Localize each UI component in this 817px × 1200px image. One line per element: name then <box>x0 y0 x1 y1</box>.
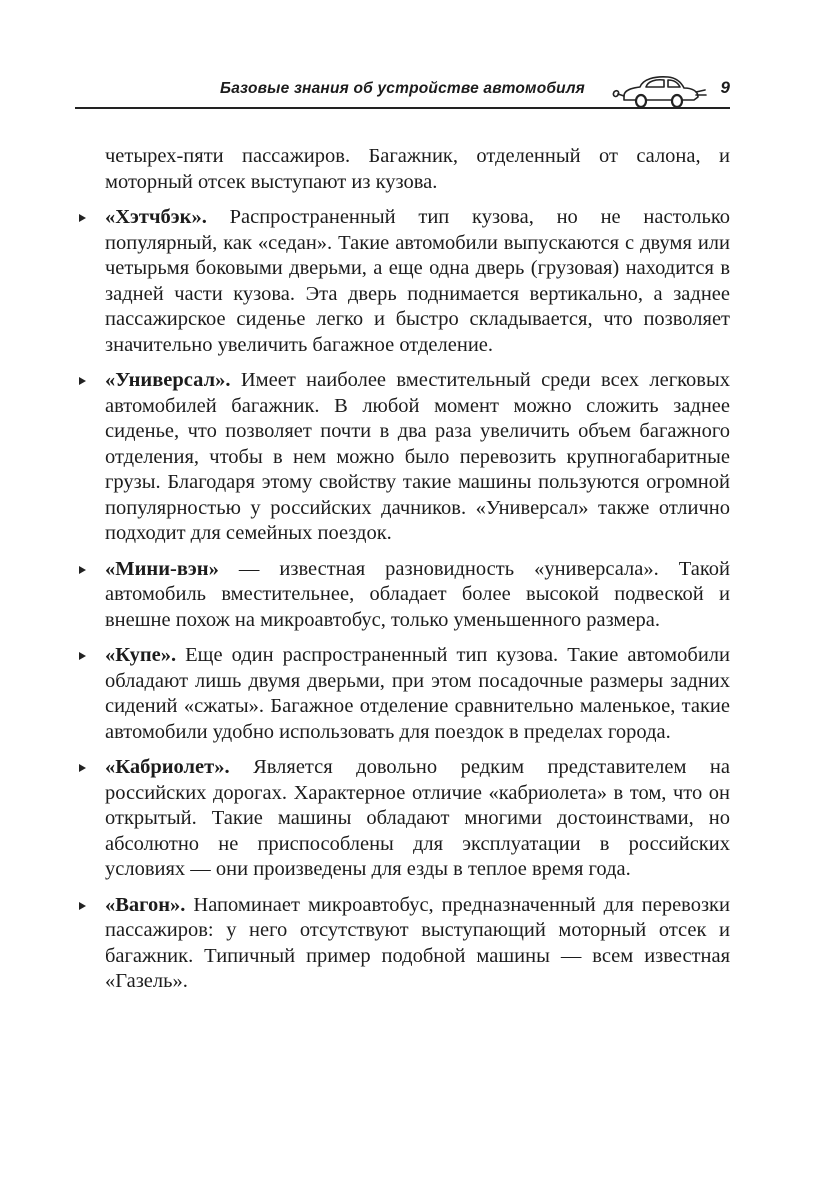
page-body <box>75 144 730 1005</box>
list-item <box>75 643 730 745</box>
car-logo-icon <box>610 70 710 108</box>
bullet-triangle-icon <box>79 764 86 772</box>
header-divider <box>75 107 730 109</box>
list-item <box>75 893 730 995</box>
bullet-triangle-icon <box>79 377 86 385</box>
list-item <box>75 205 730 358</box>
item-text: Имеет наиболее вместительный среди всех легковых автомобилей багажник. В любой момент можно сложить заднее сиденье, что позволяет почти в два раза увеличить объем багажного отделения, чтобы в нем можно было перевозить крупногабаритные грузы. Благодаря этому свойству такие машины пользуются огромной популярностью у российских дачников. «Универсал» также отлично подходит для семейных поездок. <box>105 369 730 544</box>
item-term: «Кабриолет». <box>105 756 230 778</box>
continued-paragraph: четырех-пяти пассажиров. Багажник, отделенный от салона, и моторный отсек выступают из кузова. <box>105 145 730 193</box>
running-header-title: Базовые знания об устройстве автомобиля <box>220 80 585 97</box>
running-header <box>75 68 730 110</box>
item-text: Распространенный тип кузова, но не настолько популярный, как «седан». Такие автомобили выпускаются с двумя или четырьмя боковыми дверьми, а еще одна дверь (грузовая) находится в задней части кузова. Эта дверь поднимается вертикально, а заднее пассажирское сиденье легко и быстро складывается, что позволяет значительно увеличить багажное отделение. <box>105 206 730 356</box>
item-text: Напоминает микроавтобус, предназначенный для перевозки пассажиров: у него отсутствуют выступающий моторный отсек и багажник. Типичный пример подобной машины — всем известная «Газель». <box>105 893 730 992</box>
item-term: «Хэтчбэк». <box>105 206 207 228</box>
item-term: «Вагон». <box>105 893 186 916</box>
list-item <box>75 755 730 883</box>
item-text: — известная разновидность «универсала». Такой автомобиль вместительнее, обладает более высокой подвеской и внешне похож на микроавтобус, только уменьшенного размера. <box>105 557 730 631</box>
item-text: Является довольно редким представителем на российских дорогах. Характерное отличие «кабриолета» в том, что он открытый. Такие машины обладают многими достоинствами, но абсолютно не приспособлены для эксплуатации в российских условиях — они произведены для езды в теплое время года. <box>105 756 730 880</box>
bullet-triangle-icon <box>79 652 86 660</box>
bullet-triangle-icon <box>79 566 86 574</box>
page-number: 9 <box>720 78 730 97</box>
item-text: Еще один распространенный тип кузова. Такие автомобили обладают лишь двумя дверьми, при этом посадочные размеры задних сидений «сжаты». Багажное отделение сравнительно маленькое, такие автомобили удобно использовать для поездок в пределах города. <box>105 644 730 743</box>
list-item <box>75 557 730 634</box>
item-term: «Универсал». <box>105 369 231 391</box>
list-item <box>75 368 730 547</box>
bullet-triangle-icon <box>79 214 86 222</box>
item-term: «Купе». <box>105 644 177 666</box>
item-term: «Мини-вэн» <box>105 557 219 580</box>
bullet-triangle-icon <box>79 902 86 910</box>
